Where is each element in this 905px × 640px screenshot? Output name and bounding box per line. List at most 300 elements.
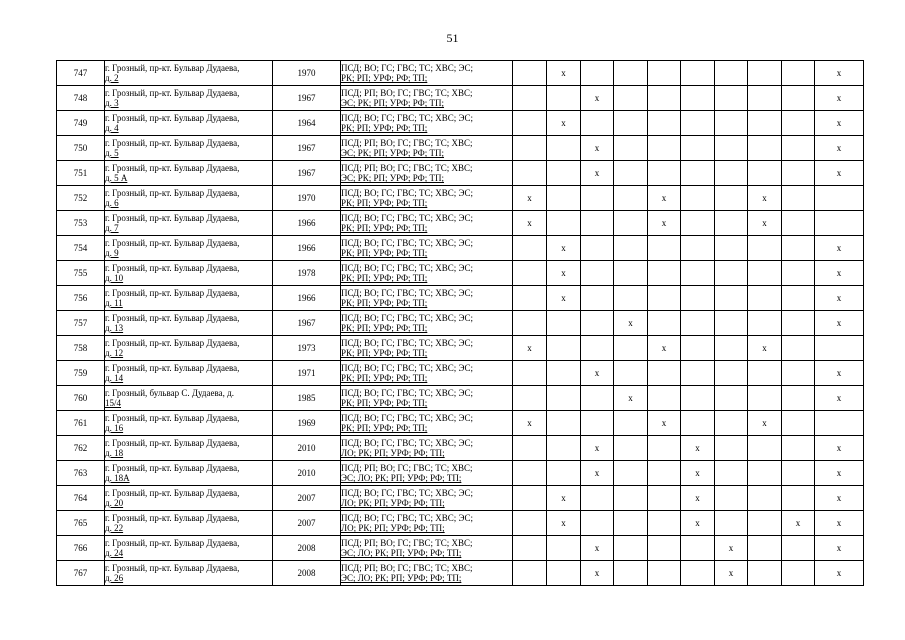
mark-cell-6: x — [681, 461, 715, 486]
mark-cell-8 — [748, 511, 782, 536]
mark-cell-2 — [547, 561, 581, 586]
address-line-2: д. 14 — [105, 373, 124, 383]
address-line-2: д. 9 — [105, 248, 119, 258]
mark-cell-4 — [614, 61, 648, 86]
mark-cell-6 — [681, 61, 715, 86]
services-cell — [341, 211, 513, 236]
mark-cell-4 — [614, 261, 648, 286]
services-cell — [341, 261, 513, 286]
mark-cell-1 — [513, 361, 547, 386]
year-built: 2007 — [273, 511, 341, 536]
mark-cell-3 — [581, 211, 614, 236]
row-number: 756 — [57, 286, 105, 311]
services-line-1: ПСД; ВО; ГС; ГВС; ТС; ХВС; ЭС; — [341, 313, 473, 323]
address-line-2: д. 12 — [105, 348, 124, 358]
mark-cell-2: x — [547, 286, 581, 311]
address-line-2: д. 7 — [105, 223, 119, 233]
row-number: 766 — [57, 536, 105, 561]
mark-cell-3 — [581, 261, 614, 286]
mark-cell-7 — [715, 336, 748, 361]
services-line-1: ПСД; ВО; ГС; ГВС; ТС; ХВС; ЭС; — [341, 113, 473, 123]
mark-cell-9 — [782, 561, 815, 586]
mark-cell-5 — [648, 61, 681, 86]
mark-cell-10: x — [815, 436, 864, 461]
table-row — [57, 136, 864, 161]
mark-cell-5: x — [648, 411, 681, 436]
mark-cell-9 — [782, 336, 815, 361]
mark-cell-3 — [581, 511, 614, 536]
address-line-1: г. Грозный, пр-кт. Бульвар Дудаева, — [105, 63, 240, 73]
mark-cell-6 — [681, 411, 715, 436]
mark-cell-5 — [648, 561, 681, 586]
services-line-2: РК; РП; УРФ; РФ; ТП; — [341, 298, 428, 308]
services-line-1: ПСД; ВО; ГС; ГВС; ТС; ХВС; ЭС; — [341, 513, 473, 523]
mark-cell-7 — [715, 211, 748, 236]
mark-cell-8: x — [748, 186, 782, 211]
row-number: 764 — [57, 486, 105, 511]
mark-cell-4 — [614, 461, 648, 486]
mark-cell-2 — [547, 161, 581, 186]
year-built: 2008 — [273, 536, 341, 561]
mark-cell-10: x — [815, 461, 864, 486]
mark-cell-10: x — [815, 511, 864, 536]
mark-cell-5 — [648, 311, 681, 336]
services-line-1: ПСД; РП; ВО; ГС; ГВС; ТС; ХВС; — [341, 163, 473, 173]
services-cell — [341, 311, 513, 336]
services-line-1: ПСД; РП; ВО; ГС; ГВС; ТС; ХВС; — [341, 563, 473, 573]
mark-cell-6 — [681, 136, 715, 161]
mark-cell-3: x — [581, 561, 614, 586]
address-line-2: д. 5 А — [105, 173, 128, 183]
services-line-1: ПСД; ВО; ГС; ГВС; ТС; ХВС; ЭС; — [341, 63, 473, 73]
mark-cell-8: x — [748, 411, 782, 436]
mark-cell-7 — [715, 461, 748, 486]
row-number: 754 — [57, 236, 105, 261]
mark-cell-6: x — [681, 486, 715, 511]
address-cell — [105, 86, 273, 111]
mark-cell-8 — [748, 361, 782, 386]
table-row — [57, 561, 864, 586]
mark-cell-10: x — [815, 161, 864, 186]
mark-cell-10 — [815, 411, 864, 436]
mark-cell-8 — [748, 561, 782, 586]
row-number: 749 — [57, 111, 105, 136]
mark-cell-8 — [748, 111, 782, 136]
mark-cell-4 — [614, 436, 648, 461]
table-row — [57, 311, 864, 336]
mark-cell-8 — [748, 386, 782, 411]
table-row — [57, 211, 864, 236]
mark-cell-9 — [782, 186, 815, 211]
address-line-2: д. 4 — [105, 123, 119, 133]
mark-cell-6 — [681, 211, 715, 236]
mark-cell-4 — [614, 111, 648, 136]
row-number: 767 — [57, 561, 105, 586]
services-cell — [341, 61, 513, 86]
address-cell — [105, 511, 273, 536]
mark-cell-1 — [513, 536, 547, 561]
address-line-2: д. 24 — [105, 548, 124, 558]
services-line-1: ПСД; ВО; ГС; ГВС; ТС; ХВС; ЭС; — [341, 488, 473, 498]
mark-cell-3 — [581, 336, 614, 361]
mark-cell-9 — [782, 411, 815, 436]
mark-cell-8 — [748, 261, 782, 286]
mark-cell-10: x — [815, 86, 864, 111]
services-line-2: РК; РП; УРФ; РФ; ТП; — [341, 423, 428, 433]
mark-cell-9 — [782, 286, 815, 311]
mark-cell-9: x — [782, 511, 815, 536]
services-cell — [341, 236, 513, 261]
mark-cell-4 — [614, 336, 648, 361]
services-cell — [341, 461, 513, 486]
row-number: 761 — [57, 411, 105, 436]
mark-cell-6 — [681, 361, 715, 386]
mark-cell-1 — [513, 486, 547, 511]
services-cell — [341, 411, 513, 436]
address-line-2: д. 11 — [105, 298, 123, 308]
mark-cell-1 — [513, 461, 547, 486]
mark-cell-2 — [547, 461, 581, 486]
mark-cell-2 — [547, 211, 581, 236]
mark-cell-1: x — [513, 186, 547, 211]
services-line-2: РК; РП; УРФ; РФ; ТП; — [341, 373, 428, 383]
mark-cell-3: x — [581, 136, 614, 161]
mark-cell-1: x — [513, 411, 547, 436]
mark-cell-7 — [715, 411, 748, 436]
table-row — [57, 336, 864, 361]
address-line-2: д. 26 — [105, 573, 124, 583]
address-line-2: д. 5 — [105, 148, 119, 158]
mark-cell-4 — [614, 361, 648, 386]
services-cell — [341, 361, 513, 386]
row-number: 758 — [57, 336, 105, 361]
year-built: 2007 — [273, 486, 341, 511]
mark-cell-2: x — [547, 486, 581, 511]
address-line-2: д. 20 — [105, 498, 124, 508]
address-line-2: 15/4 — [105, 398, 122, 408]
mark-cell-10: x — [815, 111, 864, 136]
mark-cell-4 — [614, 536, 648, 561]
table-row — [57, 536, 864, 561]
table-row — [57, 186, 864, 211]
services-line-2: РК; РП; УРФ; РФ; ТП; — [341, 273, 428, 283]
mark-cell-7 — [715, 86, 748, 111]
mark-cell-6 — [681, 261, 715, 286]
mark-cell-1 — [513, 136, 547, 161]
year-built: 1966 — [273, 286, 341, 311]
mark-cell-4 — [614, 561, 648, 586]
table-row — [57, 61, 864, 86]
mark-cell-10: x — [815, 386, 864, 411]
table-row — [57, 111, 864, 136]
table-row — [57, 411, 864, 436]
services-line-2: ЭС; РК; РП; УРФ; РФ; ТП; — [341, 148, 445, 158]
mark-cell-2 — [547, 336, 581, 361]
mark-cell-4: x — [614, 386, 648, 411]
mark-cell-8 — [748, 461, 782, 486]
mark-cell-7 — [715, 386, 748, 411]
mark-cell-7 — [715, 436, 748, 461]
address-line-1: г. Грозный, пр-кт. Бульвар Дудаева, — [105, 163, 240, 173]
mark-cell-2 — [547, 311, 581, 336]
mark-cell-9 — [782, 61, 815, 86]
mark-cell-4 — [614, 511, 648, 536]
address-cell — [105, 386, 273, 411]
mark-cell-5 — [648, 361, 681, 386]
services-line-2: РК; РП; УРФ; РФ; ТП; — [341, 123, 428, 133]
mark-cell-5 — [648, 161, 681, 186]
services-line-2: ЭС; РК; РП; УРФ; РФ; ТП; — [341, 98, 445, 108]
services-line-2: ЭС; ЛО; РК; РП; УРФ; РФ; ТП; — [341, 573, 462, 583]
mark-cell-5 — [648, 436, 681, 461]
mark-cell-2: x — [547, 261, 581, 286]
year-built: 2010 — [273, 436, 341, 461]
address-line-1: г. Грозный, пр-кт. Бульвар Дудаева, — [105, 188, 240, 198]
mark-cell-10: x — [815, 486, 864, 511]
mark-cell-7 — [715, 136, 748, 161]
address-line-1: г. Грозный, пр-кт. Бульвар Дудаева, — [105, 288, 240, 298]
mark-cell-7 — [715, 486, 748, 511]
mark-cell-5 — [648, 86, 681, 111]
mark-cell-2: x — [547, 511, 581, 536]
services-line-2: РК; РП; УРФ; РФ; ТП; — [341, 398, 428, 408]
row-number: 765 — [57, 511, 105, 536]
year-built: 1966 — [273, 211, 341, 236]
mark-cell-6: x — [681, 436, 715, 461]
address-line-2: д. 13 — [105, 323, 124, 333]
mark-cell-1 — [513, 236, 547, 261]
services-line-1: ПСД; ВО; ГС; ГВС; ТС; ХВС; ЭС; — [341, 338, 473, 348]
address-line-1: г. Грозный, пр-кт. Бульвар Дудаева, — [105, 113, 240, 123]
services-line-1: ПСД; РП; ВО; ГС; ГВС; ТС; ХВС; — [341, 138, 473, 148]
table-row — [57, 486, 864, 511]
mark-cell-8 — [748, 161, 782, 186]
mark-cell-10: x — [815, 311, 864, 336]
mark-cell-9 — [782, 486, 815, 511]
mark-cell-2 — [547, 361, 581, 386]
address-line-1: г. Грозный, пр-кт. Бульвар Дудаева, — [105, 563, 240, 573]
year-built: 2010 — [273, 461, 341, 486]
services-cell — [341, 111, 513, 136]
mark-cell-2 — [547, 536, 581, 561]
address-line-2: д. 16 — [105, 423, 124, 433]
mark-cell-4 — [614, 86, 648, 111]
services-cell — [341, 86, 513, 111]
mark-cell-3 — [581, 111, 614, 136]
address-cell — [105, 536, 273, 561]
mark-cell-6 — [681, 286, 715, 311]
mark-cell-5 — [648, 236, 681, 261]
table-row — [57, 361, 864, 386]
mark-cell-7 — [715, 61, 748, 86]
mark-cell-5 — [648, 486, 681, 511]
table-row — [57, 386, 864, 411]
mark-cell-10: x — [815, 361, 864, 386]
services-line-1: ПСД; ВО; ГС; ГВС; ТС; ХВС; ЭС; — [341, 188, 473, 198]
address-cell — [105, 236, 273, 261]
mark-cell-4 — [614, 136, 648, 161]
services-line-2: ЛО; РК; РП; УРФ; РФ; ТП; — [341, 523, 445, 533]
mark-cell-7 — [715, 111, 748, 136]
mark-cell-1 — [513, 561, 547, 586]
address-line-1: г. Грозный, пр-кт. Бульвар Дудаева, — [105, 538, 240, 548]
year-built: 2008 — [273, 561, 341, 586]
mark-cell-4 — [614, 486, 648, 511]
services-line-2: ЭС; РК; РП; УРФ; РФ; ТП; — [341, 173, 445, 183]
mark-cell-6 — [681, 386, 715, 411]
mark-cell-5 — [648, 536, 681, 561]
table-row — [57, 461, 864, 486]
mark-cell-9 — [782, 86, 815, 111]
table-row — [57, 161, 864, 186]
mark-cell-5: x — [648, 336, 681, 361]
services-cell — [341, 436, 513, 461]
mark-cell-8: x — [748, 336, 782, 361]
mark-cell-2 — [547, 136, 581, 161]
address-cell — [105, 211, 273, 236]
address-cell — [105, 136, 273, 161]
mark-cell-1 — [513, 436, 547, 461]
services-cell — [341, 511, 513, 536]
mark-cell-1 — [513, 86, 547, 111]
mark-cell-5 — [648, 111, 681, 136]
mark-cell-10 — [815, 211, 864, 236]
services-line-1: ПСД; РП; ВО; ГС; ГВС; ТС; ХВС; — [341, 88, 473, 98]
mark-cell-10 — [815, 186, 864, 211]
year-built: 1966 — [273, 236, 341, 261]
row-number: 751 — [57, 161, 105, 186]
mark-cell-10: x — [815, 236, 864, 261]
mark-cell-3 — [581, 486, 614, 511]
mark-cell-7: x — [715, 561, 748, 586]
mark-cell-5 — [648, 136, 681, 161]
mark-cell-3 — [581, 61, 614, 86]
services-line-1: ПСД; ВО; ГС; ГВС; ТС; ХВС; ЭС; — [341, 213, 473, 223]
mark-cell-10: x — [815, 561, 864, 586]
services-line-1: ПСД; РП; ВО; ГС; ГВС; ТС; ХВС; — [341, 463, 473, 473]
mark-cell-3: x — [581, 536, 614, 561]
mark-cell-2: x — [547, 61, 581, 86]
table-row — [57, 511, 864, 536]
mark-cell-1 — [513, 111, 547, 136]
year-built: 1967 — [273, 86, 341, 111]
services-line-1: ПСД; ВО; ГС; ГВС; ТС; ХВС; ЭС; — [341, 413, 473, 423]
address-line-1: г. Грозный, пр-кт. Бульвар Дудаева, — [105, 488, 240, 498]
services-cell — [341, 161, 513, 186]
mark-cell-2 — [547, 386, 581, 411]
address-cell — [105, 411, 273, 436]
services-cell — [341, 486, 513, 511]
address-line-1: г. Грозный, пр-кт. Бульвар Дудаева, — [105, 138, 240, 148]
address-line-1: г. Грозный, пр-кт. Бульвар Дудаева, — [105, 513, 240, 523]
mark-cell-9 — [782, 361, 815, 386]
services-cell — [341, 336, 513, 361]
address-line-2: д. 22 — [105, 523, 124, 533]
mark-cell-2: x — [547, 111, 581, 136]
year-built: 1967 — [273, 161, 341, 186]
mark-cell-7 — [715, 361, 748, 386]
mark-cell-4 — [614, 186, 648, 211]
mark-cell-6 — [681, 336, 715, 361]
address-cell — [105, 436, 273, 461]
services-cell — [341, 136, 513, 161]
year-built: 1970 — [273, 61, 341, 86]
mark-cell-6 — [681, 86, 715, 111]
housing-register-table — [56, 60, 864, 586]
mark-cell-6 — [681, 561, 715, 586]
mark-cell-4 — [614, 236, 648, 261]
mark-cell-4 — [614, 411, 648, 436]
mark-cell-3 — [581, 236, 614, 261]
table-row — [57, 436, 864, 461]
mark-cell-7 — [715, 186, 748, 211]
mark-cell-5 — [648, 286, 681, 311]
mark-cell-9 — [782, 311, 815, 336]
mark-cell-1 — [513, 261, 547, 286]
row-number: 759 — [57, 361, 105, 386]
row-number: 747 — [57, 61, 105, 86]
mark-cell-3: x — [581, 161, 614, 186]
address-line-1: г. Грозный, пр-кт. Бульвар Дудаева, — [105, 363, 240, 373]
mark-cell-9 — [782, 461, 815, 486]
address-cell — [105, 61, 273, 86]
mark-cell-4 — [614, 286, 648, 311]
services-cell — [341, 186, 513, 211]
address-line-2: д. 3 — [105, 98, 119, 108]
mark-cell-5: x — [648, 211, 681, 236]
mark-cell-9 — [782, 261, 815, 286]
address-line-2: д. 10 — [105, 273, 124, 283]
services-line-1: ПСД; ВО; ГС; ГВС; ТС; ХВС; ЭС; — [341, 363, 473, 373]
mark-cell-2 — [547, 411, 581, 436]
services-line-1: ПСД; ВО; ГС; ГВС; ТС; ХВС; ЭС; — [341, 288, 473, 298]
services-cell — [341, 386, 513, 411]
services-line-2: РК; РП; УРФ; РФ; ТП; — [341, 73, 428, 83]
address-cell — [105, 286, 273, 311]
mark-cell-8 — [748, 61, 782, 86]
address-cell — [105, 261, 273, 286]
year-built: 1967 — [273, 136, 341, 161]
mark-cell-7 — [715, 286, 748, 311]
mark-cell-6 — [681, 236, 715, 261]
year-built: 1973 — [273, 336, 341, 361]
mark-cell-5 — [648, 511, 681, 536]
address-line-1: г. Грозный, пр-кт. Бульвар Дудаева, — [105, 313, 240, 323]
mark-cell-8 — [748, 486, 782, 511]
address-cell — [105, 561, 273, 586]
address-line-1: г. Грозный, пр-кт. Бульвар Дудаева, — [105, 463, 240, 473]
mark-cell-7: x — [715, 536, 748, 561]
mark-cell-9 — [782, 111, 815, 136]
mark-cell-3: x — [581, 86, 614, 111]
address-cell — [105, 461, 273, 486]
services-line-2: ЛО; РК; РП; УРФ; РФ; ТП; — [341, 498, 445, 508]
mark-cell-9 — [782, 536, 815, 561]
services-line-2: РК; РП; УРФ; РФ; ТП; — [341, 198, 428, 208]
mark-cell-6 — [681, 111, 715, 136]
year-built: 1985 — [273, 386, 341, 411]
mark-cell-1 — [513, 161, 547, 186]
mark-cell-6: x — [681, 511, 715, 536]
services-line-1: ПСД; ВО; ГС; ГВС; ТС; ХВС; ЭС; — [341, 238, 473, 248]
mark-cell-1: x — [513, 211, 547, 236]
mark-cell-4 — [614, 161, 648, 186]
address-line-1: г. Грозный, пр-кт. Бульвар Дудаева, — [105, 438, 240, 448]
table-row — [57, 236, 864, 261]
mark-cell-8 — [748, 436, 782, 461]
services-line-2: РК; РП; УРФ; РФ; ТП; — [341, 223, 428, 233]
address-cell — [105, 186, 273, 211]
